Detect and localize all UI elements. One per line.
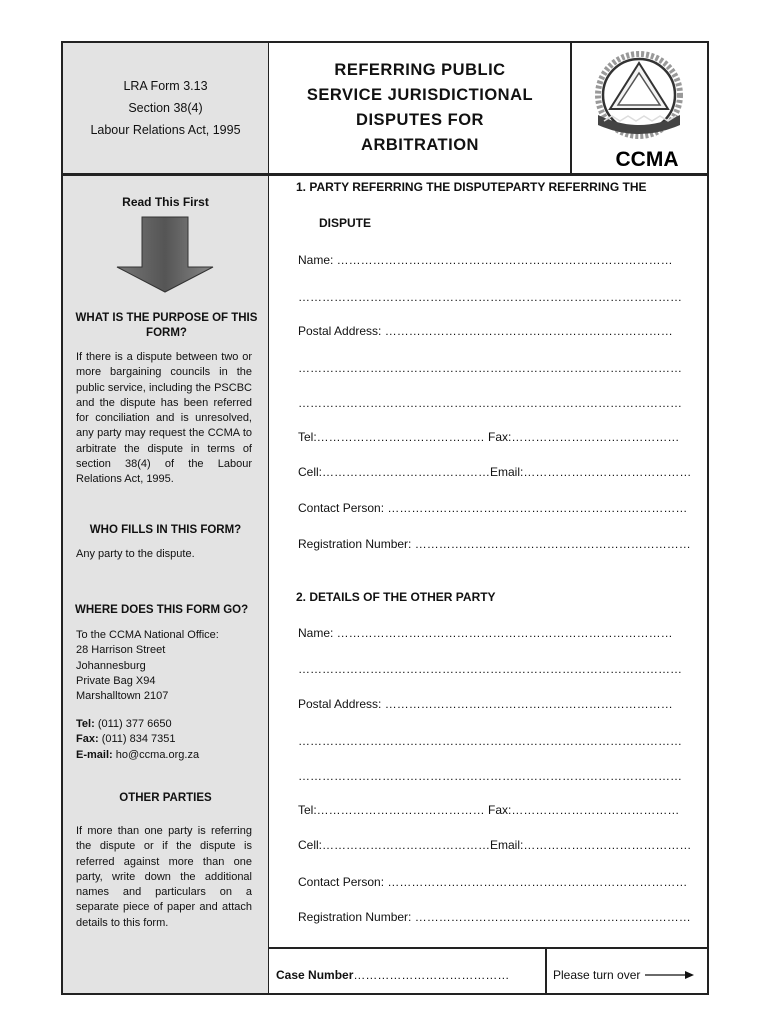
office-contacts: Tel: (011) 377 6650 Fax: (011) 834 7351 E-mail: ho@ccma.org.za (76, 718, 200, 761)
form-number: LRA Form 3.13 (123, 79, 208, 93)
party2-contact-field[interactable]: Contact Person: ………………………………………………………………… (298, 875, 688, 889)
party2-address-line-1[interactable]: …………………………………………………………………………………… (298, 734, 682, 748)
party2-registration-field[interactable]: Registration Number: …………………………………………………………… (298, 910, 691, 924)
where-heading: WHERE DOES THIS FORM GO? (75, 604, 249, 616)
divider-footer (267, 947, 709, 949)
office-address: To the CCMA National Office: 28 Harrison Street Johannesburg Private Bag X94 Marshalltown 2107 (76, 629, 219, 703)
other-parties-text: If more than one party is referring the dispute or if the dispute is referred against more than one party, write down the additional names and particulars on a separate piece of paper and attach details to this form. (76, 825, 252, 929)
form-identifier (63, 43, 268, 173)
who-text: Any party to the dispute. (76, 548, 195, 560)
party1-name-field[interactable]: Name: ………………………………………………………………………… (298, 253, 673, 267)
party1-contact-field[interactable]: Contact Person: ………………………………………………………………… (298, 501, 688, 515)
party1-cell-email-field[interactable]: Cell:……………………………………Email:…………………………………… (298, 465, 692, 479)
case-number-field[interactable] (276, 968, 509, 982)
party1-address-line-1[interactable]: …………………………………………………………………………………… (298, 361, 682, 375)
form-title (270, 43, 570, 173)
party2-name-field[interactable]: Name: ………………………………………………………………………… (298, 626, 673, 640)
party1-postal-field[interactable]: Postal Address: ……………………………………………………………… (298, 324, 673, 338)
turn-over-label: Please turn over (553, 968, 641, 982)
case-number-label: Case Number (276, 968, 354, 982)
logo-gear-icon (598, 54, 680, 136)
title-line-2: SERVICE JURISDICTIONAL (306, 86, 534, 104)
read-first-label: Read This First (122, 195, 209, 209)
who-heading: WHO FILLS IN THIS FORM? (89, 524, 242, 536)
party2-address-line-2[interactable]: …………………………………………………………………………………… (298, 769, 682, 783)
title-line-1: REFERRING PUBLIC (334, 61, 506, 79)
section-1-title-cont: DISPUTE (319, 216, 372, 230)
party2-name-line[interactable]: …………………………………………………………………………………… (298, 662, 682, 676)
purpose-text: If there is a dispute between two or more bargaining councils in the public service, including the PSCBC and the dispute has been referred for conciliation and is unresolved, any party may request the CCMA to arbitrate the dispute in terms of section 38(4) of the Labour Relations Act, 1995. (76, 351, 252, 486)
party2-postal-field[interactable]: Postal Address: ……………………………………………………………… (298, 697, 673, 711)
party2-tel-fax-field[interactable]: Tel:…………………………………… Fax:…………………………………… (298, 803, 680, 817)
purpose-heading: WHAT IS THE PURPOSE OF THIS FORM? (75, 312, 258, 339)
party1-name-line[interactable]: …………………………………………………………………………………… (298, 290, 682, 304)
party1-tel-fax-field[interactable]: Tel:…………………………………… Fax:…………………………………… (298, 430, 680, 444)
section-1-title: 1. PARTY REFERRING THE DISPUTEPARTY REFERRING THE (296, 180, 647, 194)
ccma-logo (572, 43, 707, 173)
arrow-down-icon (115, 215, 215, 295)
arrow-right-icon (643, 970, 695, 980)
turn-over-note (553, 968, 695, 982)
form-act: Labour Relations Act, 1995 (90, 123, 241, 137)
party2-cell-email-field[interactable]: Cell:……………………………………Email:…………………………………… (298, 838, 692, 852)
other-parties-heading: OTHER PARTIES (119, 792, 212, 804)
title-line-4: ARBITRATION (361, 136, 479, 154)
divider-footer-split (545, 947, 547, 995)
logo-text: CCMA (615, 148, 679, 171)
section-2-title: 2. DETAILS OF THE OTHER PARTY (296, 590, 496, 604)
office-email: ho@ccma.org.za (115, 748, 200, 761)
party1-address-line-2[interactable]: …………………………………………………………………………………… (298, 396, 682, 410)
party1-registration-field[interactable]: Registration Number: …………………………………………………………… (298, 537, 691, 551)
case-number-dots: ………………………………… (353, 968, 510, 982)
form-section: Section 38(4) (128, 101, 203, 115)
title-line-3: DISPUTES FOR (356, 111, 484, 129)
